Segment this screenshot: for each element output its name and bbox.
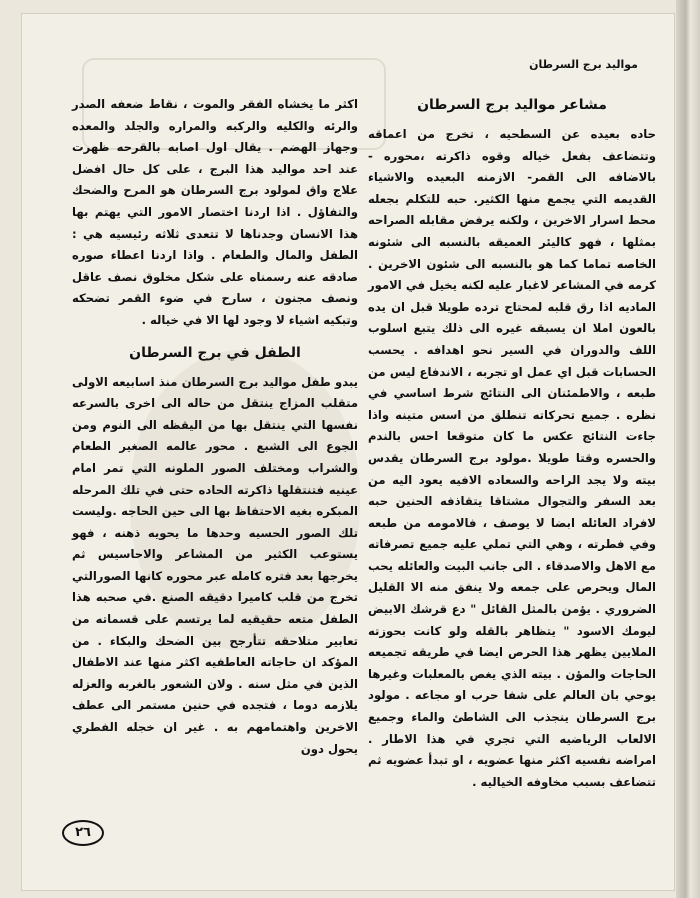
running-head: مواليد برج السرطان — [529, 58, 638, 71]
right-column — [368, 94, 656, 793]
page-edge-shadow — [676, 0, 700, 898]
left-column — [72, 94, 358, 760]
left-column-paragraph-2: يبدو طفل مواليد برج السرطان منذ اسابيعه الاولى متقلب المزاج ينتقل من حاله الى اخرى بالسرعه نفسها التي ينتقل بها من اليقظه الى النوم ومن الجوع الى الشبع . محور عالمه الصغير الطعام والشراب ومختلف الصور الملونه التي تمر امام عينيه فتنتقلها ذاكرته الحاده حتى في تلك المرحله المبكره بغيه الاحتفاظ بها الى حين الحاجه .وليست تلك الصور الحسيه وحدها ما يحويه ذهنه ، فهو يستوعب الكثير من المشاعر والاحاسيس ثم يخرجها بعد فتره كامله عبر محوره كانها الصورالتي تخرج من قلب كاميرا دقيقه الصنع .في صحبه هذا الطفل متعه حقيقيه لما يرتسم على قسماته من تعابير متلاحقه تتأرجح بين الضحك والبكاء . من المؤكد ان حاجاته العاطفيه اكثر منها عند الاطفال الذين في مثل سنه . ولان الشعور بالغربه والعزله يلازمه دوما ، فتجده في حنين مستمر الى عطف الاخرين واهتمامهم به . غير ان خجله الفطري يحول دون — [72, 374, 358, 756]
left-column-heading: الطفل في برج السرطان — [129, 344, 301, 361]
right-column-heading: مشاعر مواليد برج السرطان — [417, 97, 607, 113]
left-column-paragraph-1: اكثر ما يخشاه الفقر والموت ، نقاط ضعفه الصدر والرئه والكليه والركبه والمراره والجلد والمعده وجهاز الهضم . يقال اول اصابه بالقرحه ظهرت عند احد مواليد هذا البرج ، على كل حال افضل علاج واق لمولود برج السرطان هو المرح والضحك والتفاؤل . اذا اردنا اختصار الامور التي يهتم بها هذا الانسان وجدناها لا تتعدى ثلاثه رئيسيه هي : الطفل والمال والطعام . واذا اردنا اعطاء صوره صادقه عنه رسمناه على شكل مخلوق نصف عاقل ونصف مجنون ، سارح في ضوء القمر تضحكه وتبكيه اشياء لا وجود لها الا في خياله . — [72, 97, 358, 327]
right-column-text: حاده بعيده عن السطحيه ، تخرج من اعماقه وتتضاعف بفعل خياله وقوه ذاكرته ،محوره - بالاضافه الى القمر- الازمنه البعيده والاشياء القديمه التي يجمع منها الكثير. حبه للتكلم بجعله محط اسرار الاخرين ، ولكنه يرفض مقابله الصراحه بمثلها ، فهو كاليئر العميقه بالنسبه الى شئونه الخاصه تماما كما هو بالنسبه الى شئون الاخرين . كرمه في المشاعر لاغبار عليه لكنه يخيل في الامور الماديه اذا رق قلبه لمحتاج ترده طويلا قبل ان يده بالعون املا ان يسبقه غيره الى ذلك يتبع اسلوب اللف والدوران في السير نحو اهدافه . يحسب الحسابات قبل اي عمل او تجربه ، الاندفاع ليس من طبعه ، والاطمئنان الى النتائج شرط اساسي في نظره . جميع تحركاته تنطلق من اسس متينه واذا جاءت النتائج عكس ما كان متوقعا احس بالندم والحسره وقتا طويلا .مولود برج السرطان يقدس بيته ولا يجد الراحه والسعاده الافيه يعود اليه من بعد السفر والتجوال مشتاقا يتقاذفه الحنين حبه لافراد العائله ابضا لا يوصف ، فالامومه من طبعه وفي فطرته ، وهي التي تملي عليه جميع تصرفاته مع الاهل والاصدقاء . الى جانب البيت والعائله يحب المال ويحرص على جمعه ولا ينفق منه الا القليل الضروري . يؤمن بالمثل القائل " دع قرشك الابيض ليومك الاسود " يتظاهر بالقله ولو كانت بحوزته الملايين يظهر هذا الحرص ايضا في طريقه تجميعه الحاجات والمؤن . بيته الذي يغص بالمعلبات وغيرها يوحي بان العالم على شفا حرب او مجاعه . مولود برج السرطان ينجذب الى الشاطئ والماء وجميع الالعاب الرياضيه التي تجري في هذا الاطار . امراضه نفسيه اكثر منها عضويه ، او تبدأ عضويه ثم تتضاعف بسبب مخاوفه الخياليه . — [368, 127, 656, 789]
page-number: ٢٦ — [62, 820, 104, 846]
